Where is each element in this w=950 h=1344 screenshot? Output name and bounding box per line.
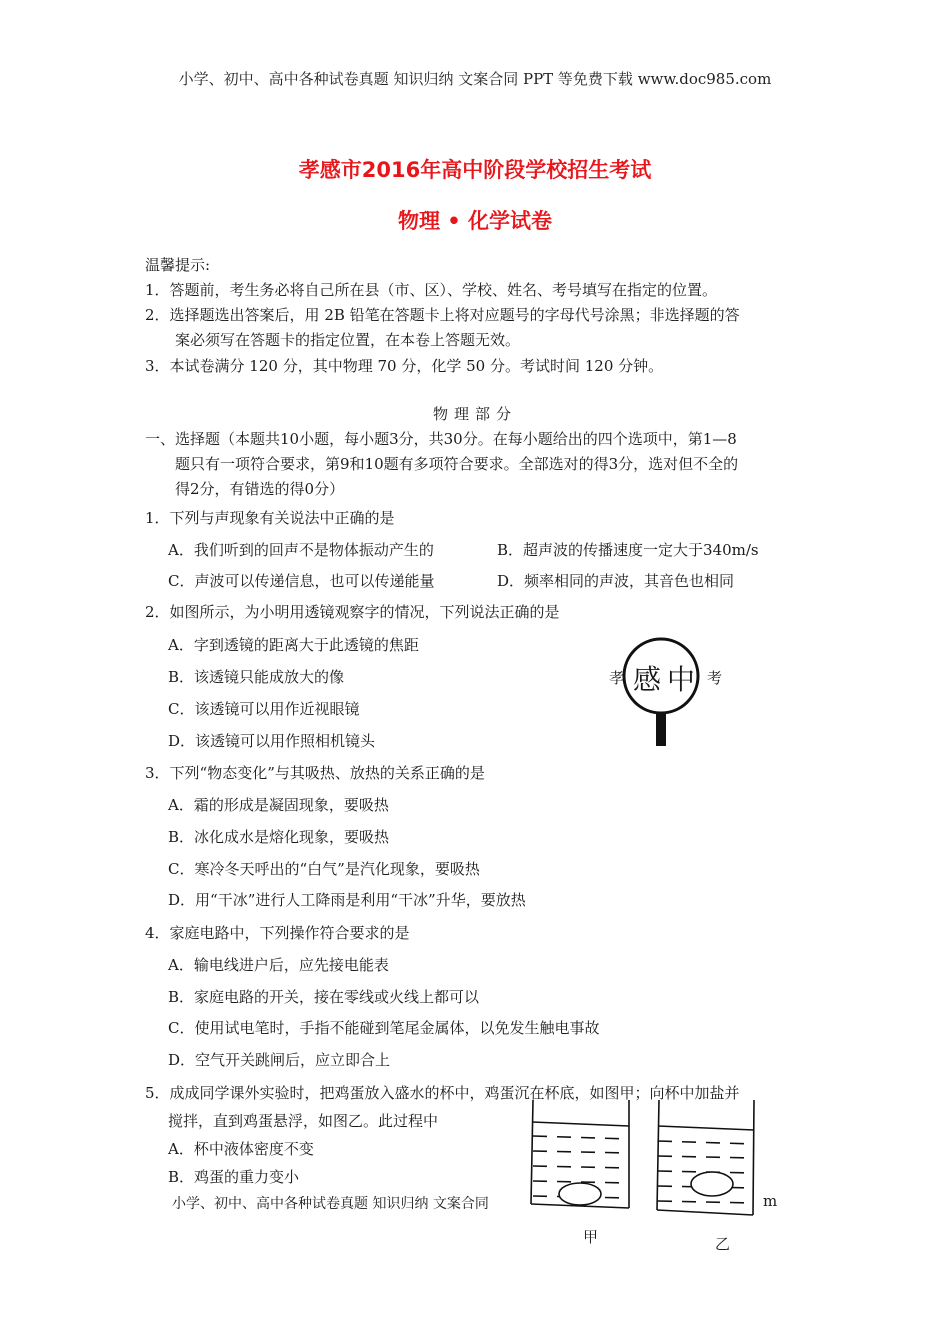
question-2-option-b: B．该透镜只能成放大的像 bbox=[168, 668, 345, 686]
section-title-physics: 物理部分 bbox=[432, 405, 517, 423]
question-2-stem: 2．如图所示，为小明用透镜观察字的情况，下列说法正确的是 bbox=[145, 603, 560, 621]
question-4-option-a: A．输电线进户后，应先接电能表 bbox=[168, 956, 389, 974]
notice-heading: 温馨提示: bbox=[145, 256, 211, 274]
question-5-option-a: A．杯中液体密度不变 bbox=[168, 1140, 314, 1158]
footer-banner-trailing: m bbox=[763, 1192, 778, 1210]
figure-lens-char: 中 bbox=[667, 663, 696, 696]
question-1-stem: 1．下列与声现象有关说法中正确的是 bbox=[145, 509, 395, 527]
notice-item: 案必须写在答题卡的指定位置，在本卷上答题无效。 bbox=[175, 331, 521, 349]
exam-subtitle: 物理 • 化学试卷 bbox=[397, 209, 553, 233]
question-4-stem: 4．家庭电路中，下列操作符合要求的是 bbox=[145, 924, 410, 942]
question-1-option-d: D．频率相同的声波，其音色也相同 bbox=[497, 572, 735, 590]
question-3-option-b: B．冰化成水是熔化现象，要吸热 bbox=[168, 828, 390, 846]
part-instructions: 题只有一项符合要求，第9和10题有多项符合要求。全部选对的得3分，选对但不全的 bbox=[175, 455, 739, 473]
question-5-option-b: B．鸡蛋的重力变小 bbox=[168, 1168, 300, 1186]
question-3-option-d: D．用“干冰”进行人工降雨是利用“干冰”升华，要放热 bbox=[168, 891, 526, 909]
figure-label-yi: 乙 bbox=[715, 1235, 731, 1253]
part-instructions: 得2分，有错选的得0分） bbox=[175, 480, 345, 498]
question-1-option-a: A．我们听到的回声不是物体振动产生的 bbox=[168, 541, 434, 559]
question-2-option-a: A．字到透镜的距离大于此透镜的焦距 bbox=[168, 636, 419, 654]
question-3-option-c: C．寒冷冬天呼出的“白气”是汽化现象，要吸热 bbox=[168, 860, 480, 878]
figure-label-jia: 甲 bbox=[583, 1228, 599, 1246]
question-1-option-b: B．超声波的传播速度一定大于340m/s bbox=[497, 541, 759, 559]
question-3-option-a: A．霜的形成是凝固现象，要吸热 bbox=[168, 796, 389, 814]
question-5-stem: 搅拌，直到鸡蛋悬浮，如图乙。此过程中 bbox=[168, 1112, 439, 1130]
notice-item: 1．答题前，考生务必将自己所在县（市、区）、学校、姓名、考号填写在指定的位置。 bbox=[145, 281, 718, 299]
question-5-stem: 5．成成同学课外实验时，把鸡蛋放入盛水的杯中，鸡蛋沉在杯底，如图甲；向杯中加盐并 bbox=[145, 1084, 740, 1102]
header-banner: 小学、初中、高中各种试卷真题 知识归纳 文案合同 PPT 等免费下载 www.doc985.com bbox=[178, 70, 772, 88]
question-4-option-d: D．空气开关跳闸后，应立即合上 bbox=[168, 1051, 391, 1069]
question-2-option-d: D．该透镜可以用作照相机镜头 bbox=[168, 732, 376, 750]
question-2-option-c: C．该透镜可以用作近视眼镜 bbox=[168, 700, 360, 718]
question-1-option-c: C．声波可以传递信息，也可以传递能量 bbox=[168, 572, 435, 590]
figure-lens-char: 感 bbox=[633, 663, 662, 696]
figure-char-left: 孝 bbox=[609, 669, 625, 687]
beaker-sinking-egg-icon bbox=[525, 1100, 785, 1260]
exam-title: 孝感市2016年高中阶段学校招生考试 bbox=[298, 158, 652, 182]
figure-char-right: 考 bbox=[707, 669, 723, 687]
notice-item: 3．本试卷满分 120 分，其中物理 70 分，化学 50 分。考试时间 120 分钟。 bbox=[145, 357, 664, 375]
question-3-stem: 3．下列“物态变化”与其吸热、放热的关系正确的是 bbox=[145, 764, 485, 782]
question-4-option-c: C．使用试电笔时，手指不能碰到笔尾金属体，以免发生触电事故 bbox=[168, 1019, 600, 1037]
footer-banner: 小学、初中、高中各种试卷真题 知识归纳 文案合同 bbox=[172, 1193, 489, 1213]
part-instructions: 一、选择题（本题共10小题，每小题3分，共30分。在每小题给出的四个选项中，第1—8 bbox=[145, 430, 737, 448]
notice-item: 2．选择题选出答案后，用 2B 铅笔在答题卡上将对应题号的字母代号涂黑；非选择题的答 bbox=[145, 306, 740, 324]
question-4-option-b: B．家庭电路的开关，接在零线或火线上都可以 bbox=[168, 988, 480, 1006]
